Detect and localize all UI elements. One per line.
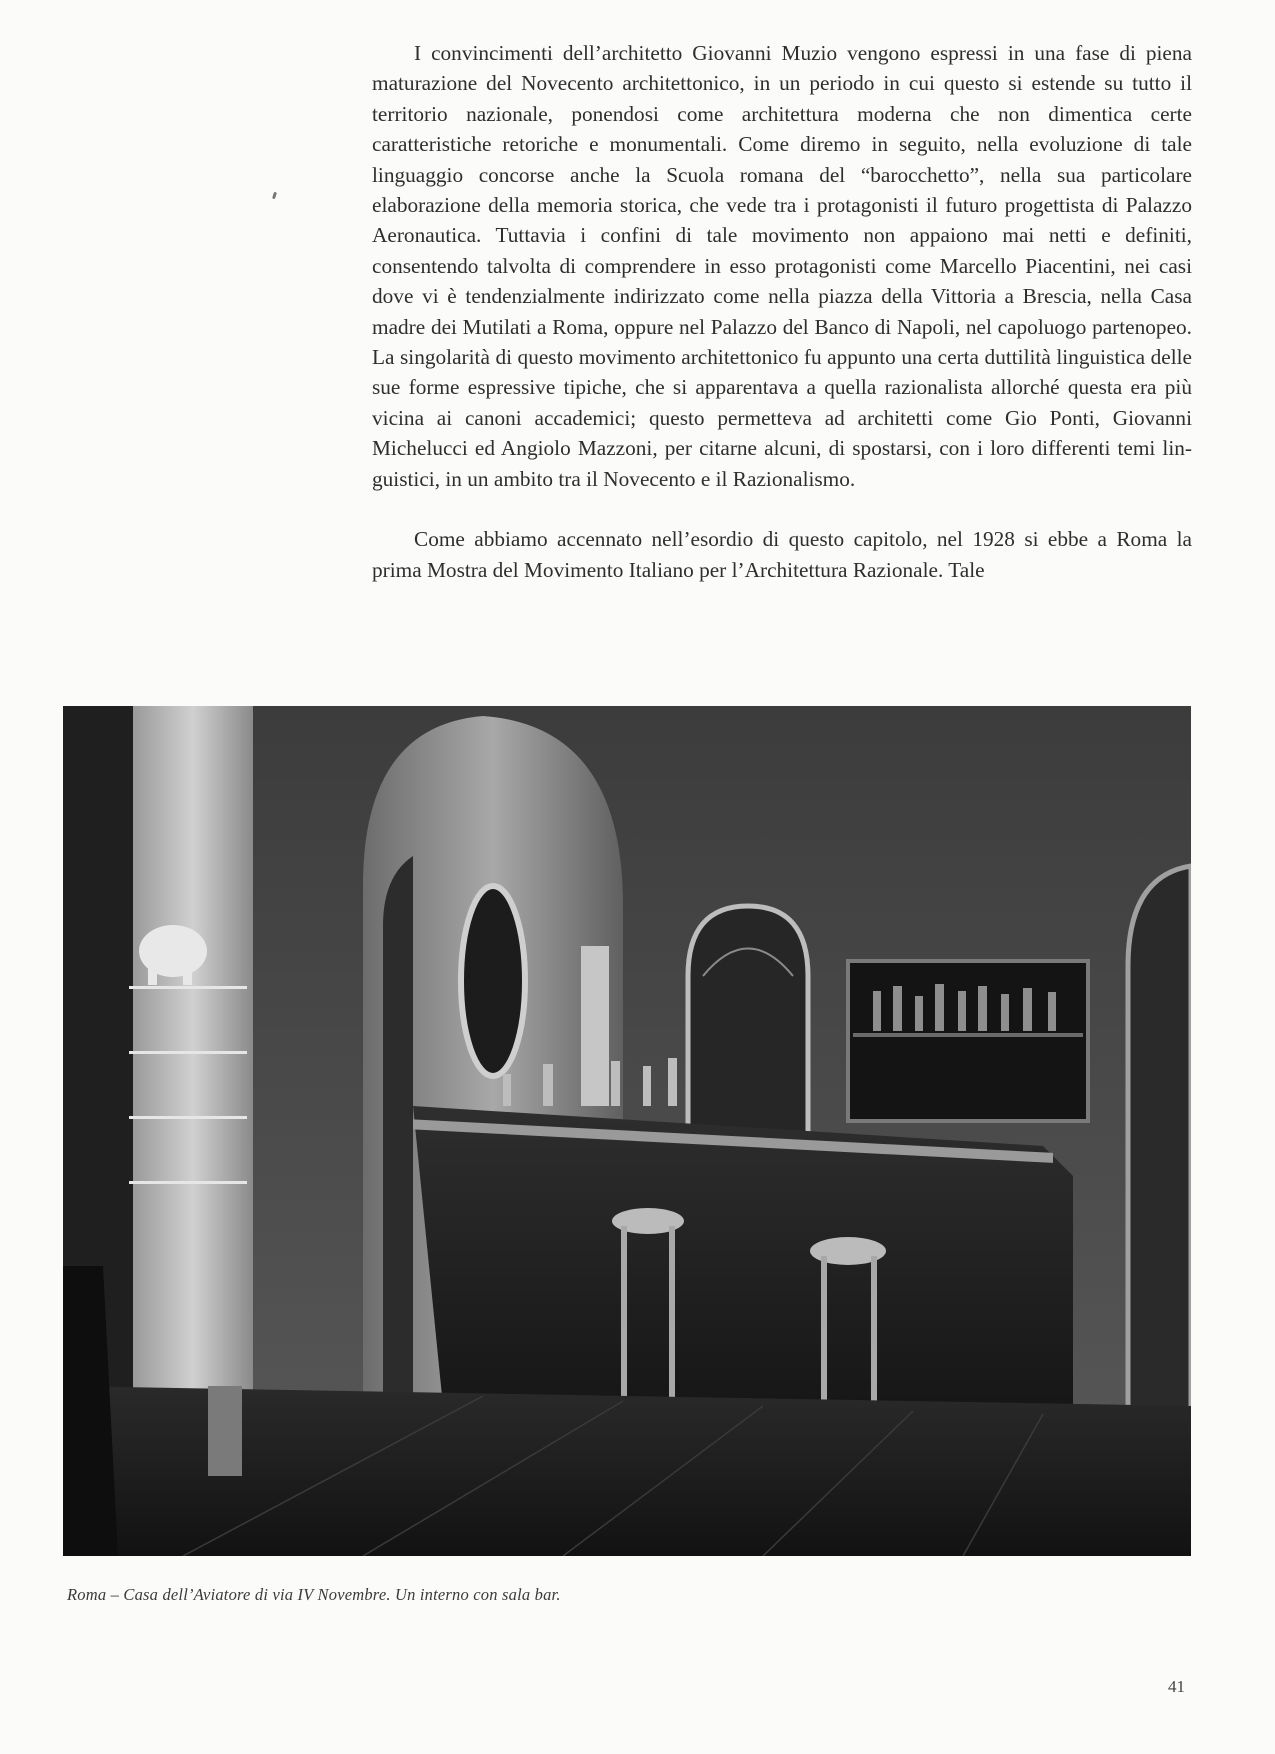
body-text [372,38,1192,585]
photo-caption: Roma – Casa dell’Aviatore di via IV Novembre. Un interno con sala bar. [67,1585,561,1604]
bar-interior-photo [63,706,1191,1556]
page-number: 41 [1168,1677,1185,1696]
paragraph-2: Come abbiamo accennato nell’esordio di questo capitolo, nel 1928 si ebbe a Roma la prima Mostra del Movimento Italiano per l’Architettura Razionale. Tale [372,527,1192,582]
paragraph-1: I convincimenti dell’architetto Giovanni Muzio vengono espressi in una fase di piena maturazione del Novecento architettonico, in un periodo in cui questo si estende su tutto il territorio nazionale, ponendosi come architettura moderna che non dimentica certe caratteristiche retoriche e monumentali. Come diremo in seguito, nella evoluzione di tale linguaggio concorse anche la Scuola romana del “barocchetto”, nella sua particolare elaborazione della memoria storica, che vede tra i protagonisti il futuro progettista di Palazzo Aeronautica. Tuttavia i confini di tale movimento non appaiono mai netti e definiti, consentendo talvolta di comprendere in esso protagonisti come Marcello Piacentini, nei casi dove vi è tendenzialmente indirizzato come nella piazza della Vittoria a Brescia, nella Casa madre dei Mutilati a Roma, oppure nel Palazzo del Banco di Napoli, nel capoluogo partenopeo. La singolarità di questo movimento architettonico fu appunto una certa duttilità linguistica delle sue forme espressive tipiche, che si apparentava a quella razionalista allorché questa era più vicina ai canoni accademici; questo permetteva ad architetti come Gio Ponti, Giovanni Michelucci ed Angiolo Mazzoni, per citarne alcuni, di spostarsi, con i loro differenti temi linguistici, in un ambito tra il Novecento e il Razionalismo. [372,41,1192,491]
print-speck [272,192,277,200]
photo-illustration [63,706,1191,1556]
